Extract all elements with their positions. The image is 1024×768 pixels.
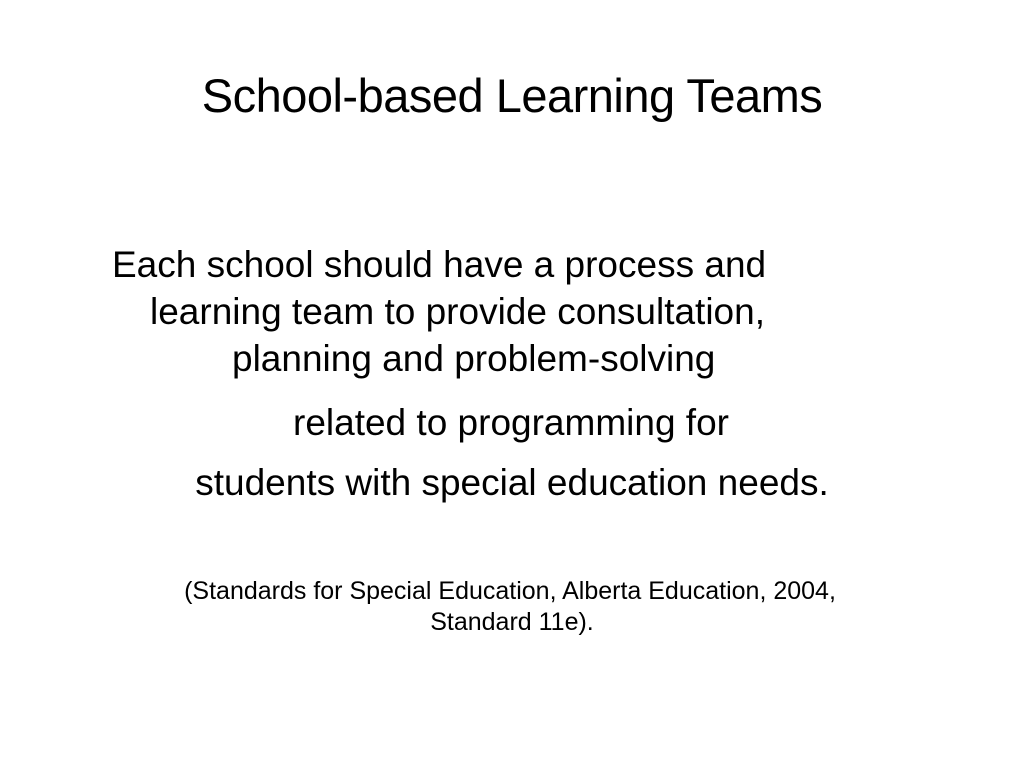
body-line: learning team to provide consultation, [150, 291, 765, 332]
body-line-centered: students with special education needs. [195, 462, 829, 503]
body-line: planning and problem-solving [232, 338, 716, 379]
body-line: Each school should have a process and [112, 244, 767, 285]
body-line-centered: related to programming for [293, 402, 729, 443]
citation-line: (Standards for Special Education, Alberta Education, 2004, [184, 577, 836, 605]
citation-line: Standard 11e). [430, 608, 594, 636]
slide-title: School-based Learning Teams [201, 69, 823, 122]
body-text [112, 241, 924, 382]
